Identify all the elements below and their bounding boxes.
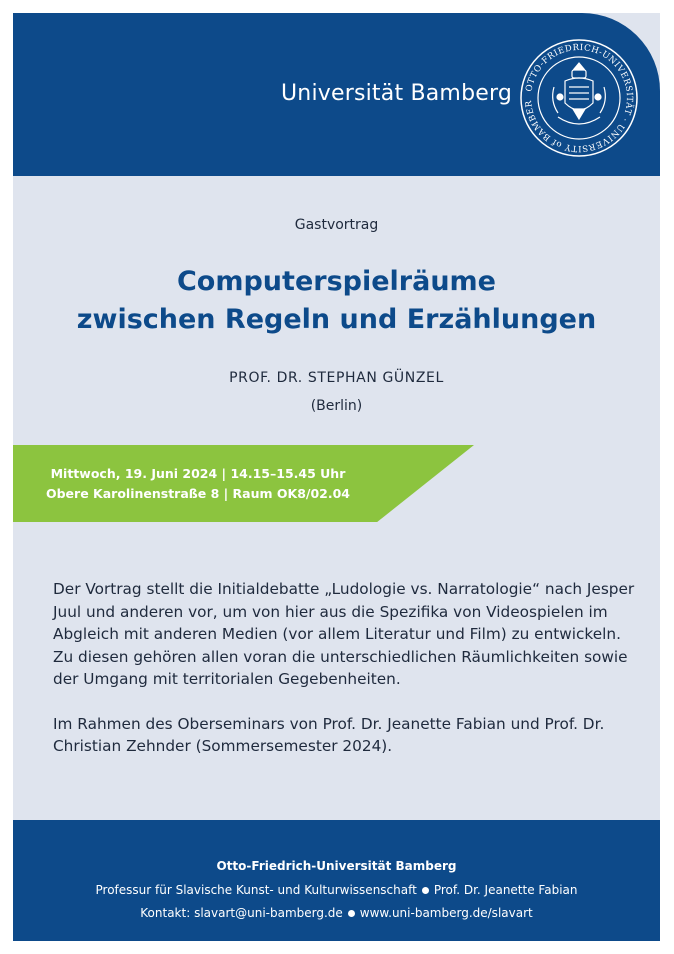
abstract-paragraph-1: Der Vortrag stellt die Initialdebatte „Ludologie vs. Narratologie“ nach Jesper Juul und anderen vor, um von hier aus die Spezifika von Videospielen im Abgleich mit anderen Medien (vor allem Literatur und Film) zu entwickeln. Zu diesen gehören allen voran die unterschiedlichen Räumlichkeiten sowie der Umgang mit territorialen Gegebenheiten. bbox=[53, 580, 635, 688]
header-band bbox=[13, 13, 660, 176]
poster bbox=[13, 13, 660, 941]
speaker-name: PROF. DR. STEPHAN GÜNZEL bbox=[229, 370, 444, 386]
footer-band bbox=[13, 820, 660, 941]
speaker-city: (Berlin) bbox=[310, 398, 363, 414]
event-datetime: Mittwoch, 19. Juni 2024 | 14.15–15.45 Uhr bbox=[50, 466, 346, 481]
footer-institution: Otto-Friedrich-Universität Bamberg bbox=[216, 859, 457, 873]
footer-contact-line bbox=[13, 906, 660, 920]
university-name: Universität Bamberg bbox=[281, 81, 512, 106]
university-seal-icon bbox=[518, 37, 640, 159]
abstract bbox=[53, 578, 641, 758]
svg-text:OTTO-FRIEDRICH-UNIVERSITÄT · U: OTTO-FRIEDRICH-UNIVERSITÄT · UNIVERSITY of BAMBER bbox=[523, 42, 635, 154]
bullet-icon bbox=[422, 887, 429, 894]
abstract-paragraph-2: Im Rahmen des Oberseminars von Prof. Dr. Jeanette Fabian und Prof. Dr. Christian Zehnder (Sommersemester 2024). bbox=[53, 714, 605, 755]
date-ribbon-text bbox=[13, 464, 383, 504]
footer-website[interactable]: www.uni-bamberg.de/slavart bbox=[359, 906, 533, 920]
event-title-line-2: zwischen Regeln und Erzählungen bbox=[76, 304, 597, 335]
footer-chair: Professur für Slavische Kunst- und Kulturwissenschaft bbox=[95, 883, 417, 897]
footer-email[interactable]: Kontakt: slavart@uni-bamberg.de bbox=[140, 906, 343, 920]
event-title bbox=[13, 263, 660, 339]
footer-professor: Prof. Dr. Jeanette Fabian bbox=[433, 883, 578, 897]
footer-chair-line bbox=[13, 883, 660, 897]
event-title-line-1: Computerspielräume bbox=[176, 266, 496, 297]
event-location: Obere Karolinenstraße 8 | Raum OK8/02.04 bbox=[45, 486, 351, 501]
bullet-icon bbox=[348, 910, 355, 917]
event-kicker: Gastvortrag bbox=[294, 217, 379, 233]
